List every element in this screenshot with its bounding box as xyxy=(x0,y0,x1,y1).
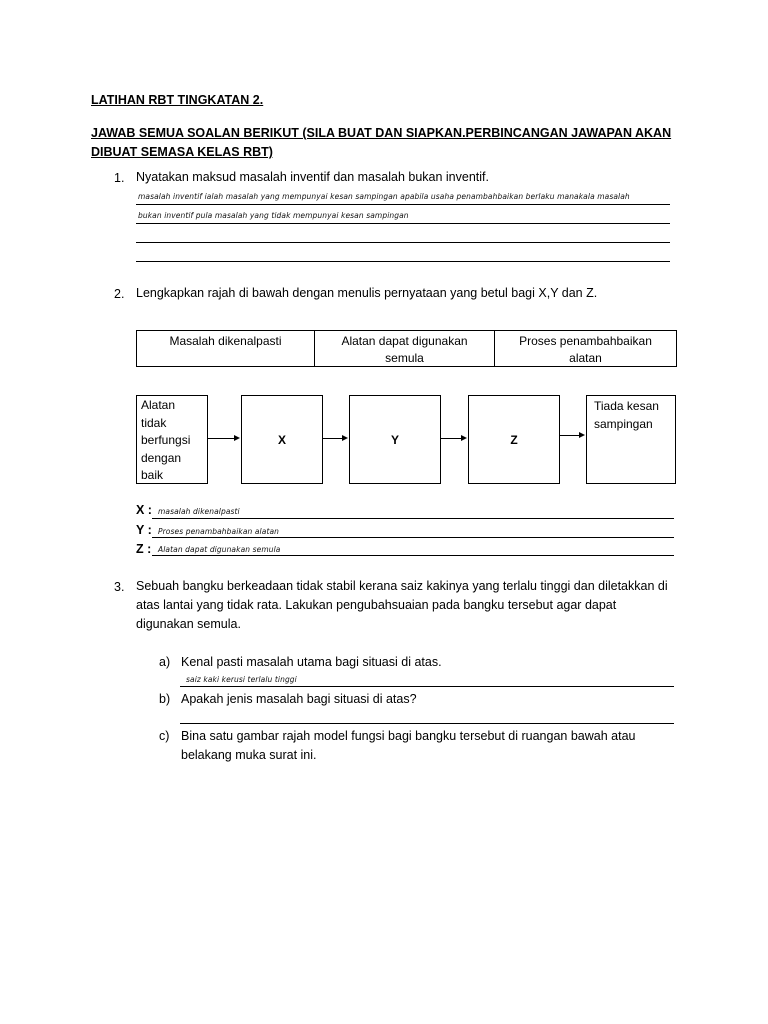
q2-table-cell: Alatan dapat digunakan semula xyxy=(315,331,495,366)
flow-start-box: Alatan tidak berfungsi dengan baik xyxy=(136,395,208,484)
q3-text: Sebuah bangku berkeadaan tidak stabil kerana saiz kakinya yang terlalu tinggi dan diletakkan di atas lantai yang tidak rata. Lakukan pengubahsuaian pada bangku tersebut agar dapat digunakan semula. xyxy=(136,579,668,631)
flow-arrow xyxy=(560,435,583,436)
worksheet-title: LATIHAN RBT TINGKATAN 2. xyxy=(91,93,264,107)
q2-number: 2. xyxy=(114,287,125,301)
q2-table xyxy=(136,330,677,367)
q3a-answer: saiz kaki kerusi terlalu tinggi xyxy=(186,675,297,684)
answer-x-label: X : xyxy=(136,503,152,517)
q1-number: 1. xyxy=(114,171,125,185)
flow-box-x: X xyxy=(241,395,323,484)
flow-arrow xyxy=(441,438,465,439)
q3b-text: Apakah jenis masalah bagi situasi di atas? xyxy=(181,692,417,706)
q3b-label: b) xyxy=(159,692,171,706)
q3c-text: Bina satu gambar rajah model fungsi bagi bangku tersebut di ruangan bawah atau belakang muka surat ini. xyxy=(181,729,636,762)
q1-text: Nyatakan maksud masalah inventif dan masalah bukan inventif. xyxy=(136,170,489,184)
answer-y-rule xyxy=(152,537,674,538)
q2-text: Lengkapkan rajah di bawah dengan menulis pernyataan yang betul bagi X,Y dan Z. xyxy=(136,286,598,300)
q3b-answer-rule xyxy=(180,723,674,724)
flow-box-y: Y xyxy=(349,395,441,484)
answer-x-value: masalah dikenalpasti xyxy=(158,507,240,516)
answer-y-value: Proses penambahbaikan alatan xyxy=(158,527,280,536)
answer-x-rule xyxy=(152,518,674,519)
q3a-label: a) xyxy=(159,655,171,669)
q3a-answer-rule xyxy=(180,686,674,687)
q1-answer-line2: bukan inventif pula masalah yang tidak mempunyai kesan sampingan xyxy=(138,211,409,220)
q2-table-cell: Masalah dikenalpasti xyxy=(137,331,315,366)
q3c-label: c) xyxy=(159,729,170,743)
q1-answer-rule xyxy=(136,242,670,243)
worksheet-instruction: JAWAB SEMUA SOALAN BERIKUT (SILA BUAT DAN SIAPKAN.PERBINCANGAN JAWAPAN AKAN DIBUAT SEMASA KELAS RBT) xyxy=(91,126,672,159)
q2-table-cell: Proses penambahbaikan alatan xyxy=(519,334,652,365)
flow-arrow xyxy=(208,438,238,439)
flow-box-z: Z xyxy=(468,395,560,484)
flow-arrow xyxy=(323,438,346,439)
flow-end-box: Tiada kesan sampingan xyxy=(586,395,676,484)
q3-number: 3. xyxy=(114,580,125,594)
answer-z-value: Alatan dapat digunakan semula xyxy=(158,545,281,554)
q1-answer-line1: masalah inventif ialah masalah yang mempunyai kesan sampingan apabila usaha penambahbaikan berlaku manakala masalah xyxy=(138,192,630,201)
q1-answer-rule xyxy=(136,261,670,262)
q1-answer-rule xyxy=(136,204,670,205)
answer-z-label: Z : xyxy=(136,542,152,556)
q1-answer-rule xyxy=(136,223,670,224)
answer-z-rule xyxy=(152,555,674,556)
q3a-text: Kenal pasti masalah utama bagi situasi di atas. xyxy=(181,655,442,669)
answer-y-label: Y : xyxy=(136,523,152,537)
